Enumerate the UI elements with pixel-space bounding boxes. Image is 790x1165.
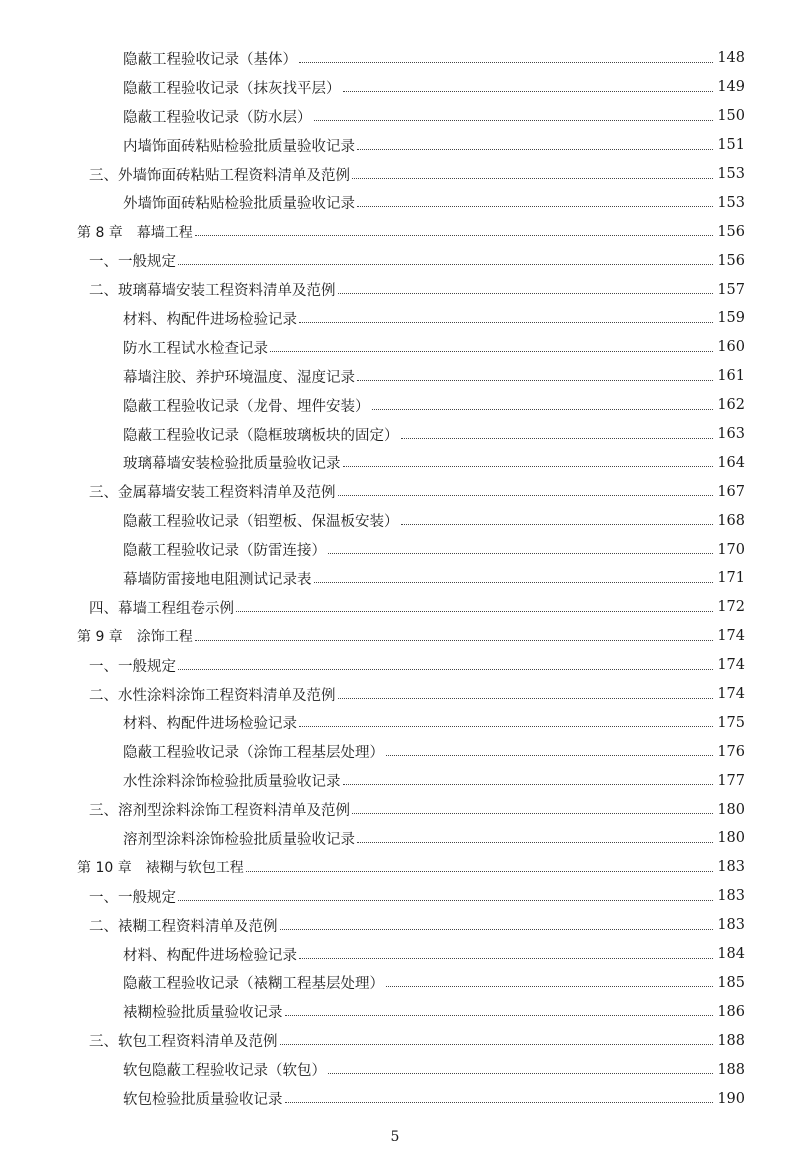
toc-entry-page-number: 156 xyxy=(717,223,745,240)
dot-leader xyxy=(285,1102,714,1103)
toc-subsection-entry[interactable] xyxy=(0,940,790,969)
toc-subsection-entry[interactable] xyxy=(0,708,790,737)
dot-leader xyxy=(386,755,713,756)
toc-section-entry[interactable] xyxy=(0,246,790,275)
toc-entry-title: 外墙饰面砖粘贴检验批质量验收记录 xyxy=(123,196,355,213)
toc-entry-title: 幕墙注胶、养护环境温度、湿度记录 xyxy=(123,369,355,386)
toc-entry-page-number: 188 xyxy=(717,1061,745,1078)
toc-entry-title: 二、玻璃幕墙安装工程资料清单及范例 xyxy=(89,283,336,300)
toc-entry-page-number: 148 xyxy=(717,50,745,67)
toc-subsection-entry[interactable] xyxy=(0,73,790,102)
toc-subsection-entry[interactable] xyxy=(0,766,790,795)
dot-leader xyxy=(357,842,713,843)
toc-subsection-entry[interactable] xyxy=(0,997,790,1026)
dot-leader xyxy=(314,582,714,583)
dot-leader xyxy=(178,900,713,901)
dot-leader xyxy=(357,149,713,150)
toc-entry-page-number: 174 xyxy=(717,628,745,645)
toc-entry-page-number: 170 xyxy=(717,541,745,558)
toc-entry-title: 隐蔽工程验收记录（防水层） xyxy=(123,109,312,126)
dot-leader xyxy=(299,322,713,323)
toc-subsection-entry[interactable] xyxy=(0,969,790,998)
toc-entry-title: 水性涂料涂饰检验批质量验收记录 xyxy=(123,774,341,791)
toc-entry-page-number: 149 xyxy=(717,79,745,96)
dot-leader xyxy=(328,553,713,554)
dot-leader xyxy=(343,91,714,92)
toc-entry-title: 二、水性涂料涂饰工程资料清单及范例 xyxy=(89,687,336,704)
toc-entry-title: 第 8 章 幕墙工程 xyxy=(77,224,193,241)
toc-entry-page-number: 159 xyxy=(717,310,745,327)
dot-leader xyxy=(299,726,713,727)
toc-entry-title: 隐蔽工程验收记录（隐框玻璃板块的固定） xyxy=(123,427,399,444)
toc-subsection-entry[interactable] xyxy=(0,1084,790,1113)
dot-leader xyxy=(401,524,714,525)
toc-entry-title: 二、裱糊工程资料清单及范例 xyxy=(89,918,278,935)
toc-subsection-entry[interactable] xyxy=(0,824,790,853)
dot-leader xyxy=(338,698,714,699)
toc-subsection-entry[interactable] xyxy=(0,304,790,333)
toc-entry-page-number: 183 xyxy=(717,917,745,934)
toc-subsection-entry[interactable] xyxy=(0,131,790,160)
dot-leader xyxy=(270,351,713,352)
toc-subsection-entry[interactable] xyxy=(0,535,790,564)
dot-leader xyxy=(372,409,714,410)
toc-entry-title: 一、一般规定 xyxy=(89,658,176,675)
toc-section-entry[interactable] xyxy=(0,680,790,709)
dot-leader xyxy=(246,871,713,872)
toc-entry-title: 软包隐蔽工程验收记录（软包） xyxy=(123,1063,326,1080)
toc-entry-page-number: 185 xyxy=(717,974,745,991)
toc-entry-page-number: 184 xyxy=(717,946,745,963)
toc-entry-title: 隐蔽工程验收记录（基体） xyxy=(123,51,297,68)
toc-subsection-entry[interactable] xyxy=(0,564,790,593)
toc-entry-page-number: 151 xyxy=(717,137,745,154)
dot-leader xyxy=(299,62,713,63)
toc-subsection-entry[interactable] xyxy=(0,333,790,362)
toc-entry-page-number: 174 xyxy=(717,657,745,674)
dot-leader xyxy=(195,640,713,641)
toc-section-entry[interactable] xyxy=(0,911,790,940)
toc-entry-page-number: 161 xyxy=(717,368,745,385)
toc-entry-title: 隐蔽工程验收记录（裱糊工程基层处理） xyxy=(123,976,384,993)
dot-leader xyxy=(314,120,714,121)
toc-entry-title: 溶剂型涂料涂饰检验批质量验收记录 xyxy=(123,831,355,848)
dot-leader xyxy=(299,958,713,959)
toc-entry-page-number: 167 xyxy=(717,483,745,500)
toc-entry-page-number: 172 xyxy=(717,599,745,616)
toc-entry-title: 防水工程试水检查记录 xyxy=(123,340,268,357)
toc-entry-title: 三、软包工程资料清单及范例 xyxy=(89,1034,278,1051)
toc-entry-page-number: 190 xyxy=(717,1090,745,1107)
toc-entry-title: 三、金属幕墙安装工程资料清单及范例 xyxy=(89,485,336,502)
toc-section-entry[interactable] xyxy=(0,275,790,304)
toc-entry-page-number: 156 xyxy=(717,252,745,269)
toc-entry-page-number: 171 xyxy=(717,570,745,587)
toc-subsection-entry[interactable] xyxy=(0,391,790,420)
toc-entry-page-number: 150 xyxy=(717,108,745,125)
toc-entry-title: 隐蔽工程验收记录（涂饰工程基层处理） xyxy=(123,745,384,762)
toc-subsection-entry[interactable] xyxy=(0,737,790,766)
dot-leader xyxy=(386,986,713,987)
toc-entry-title: 隐蔽工程验收记录（铝塑板、保温板安装） xyxy=(123,514,399,531)
toc-subsection-entry[interactable] xyxy=(0,44,790,73)
toc-chapter-entry[interactable] xyxy=(0,622,790,651)
dot-leader xyxy=(343,784,714,785)
toc-entry-title: 内墙饰面砖粘贴检验批质量验收记录 xyxy=(123,138,355,155)
dot-leader xyxy=(352,178,713,179)
page-number: 5 xyxy=(390,1129,400,1145)
toc-entry-page-number: 153 xyxy=(717,194,745,211)
toc-subsection-entry[interactable] xyxy=(0,1055,790,1084)
toc-entry-page-number: 168 xyxy=(717,512,745,529)
toc-entry-title: 三、溶剂型涂料涂饰工程资料清单及范例 xyxy=(89,803,350,820)
dot-leader xyxy=(178,669,713,670)
toc-entry-title: 材料、构配件进场检验记录 xyxy=(123,716,297,733)
dot-leader xyxy=(280,929,714,930)
toc-entry-page-number: 183 xyxy=(717,888,745,905)
toc-subsection-entry[interactable] xyxy=(0,102,790,131)
toc-entry-title: 隐蔽工程验收记录（龙骨、埋件安装） xyxy=(123,398,370,415)
dot-leader xyxy=(357,206,713,207)
toc-entry-page-number: 164 xyxy=(717,454,745,471)
toc-entry-title: 第 10 章 裱糊与软包工程 xyxy=(77,860,244,877)
toc-entry-title: 隐蔽工程验收记录（抹灰找平层） xyxy=(123,80,341,97)
dot-leader xyxy=(352,813,713,814)
dot-leader xyxy=(285,1015,714,1016)
toc-entry-page-number: 153 xyxy=(717,166,745,182)
toc-section-entry[interactable] xyxy=(0,882,790,911)
toc-section-entry[interactable] xyxy=(0,1026,790,1055)
toc-subsection-entry[interactable] xyxy=(0,420,790,449)
toc-entry-page-number: 174 xyxy=(717,686,745,703)
toc-entry-page-number: 188 xyxy=(717,1032,745,1049)
dot-leader xyxy=(236,611,713,612)
toc-entry-page-number: 162 xyxy=(717,397,745,414)
toc-subsection-entry[interactable] xyxy=(0,506,790,535)
toc-entry-title: 一、一般规定 xyxy=(89,889,176,906)
toc-entry-title: 软包检验批质量验收记录 xyxy=(123,1092,283,1108)
toc-entry-page-number: 157 xyxy=(717,281,745,298)
toc-entry-title: 隐蔽工程验收记录（防雷连接） xyxy=(123,543,326,560)
table-of-contents xyxy=(0,44,790,1113)
toc-entry-title: 材料、构配件进场检验记录 xyxy=(123,947,297,964)
dot-leader xyxy=(338,293,714,294)
toc-entry-page-number: 176 xyxy=(717,743,745,760)
dot-leader xyxy=(338,495,714,496)
toc-entry-page-number: 180 xyxy=(717,801,745,818)
dot-leader xyxy=(401,438,714,439)
toc-section-entry[interactable] xyxy=(0,651,790,680)
toc-entry-title: 材料、构配件进场检验记录 xyxy=(123,311,297,328)
toc-subsection-entry[interactable] xyxy=(0,188,790,217)
toc-entry-title: 三、外墙饰面砖粘贴工程资料清单及范例 xyxy=(89,167,350,184)
toc-entry-page-number: 160 xyxy=(717,339,745,356)
toc-entry-title: 裱糊检验批质量验收记录 xyxy=(123,1005,283,1022)
toc-entry-title: 幕墙防雷接地电阻测试记录表 xyxy=(123,571,312,588)
toc-subsection-entry[interactable] xyxy=(0,362,790,391)
toc-chapter-entry[interactable] xyxy=(0,853,790,882)
dot-leader xyxy=(280,1044,714,1045)
dot-leader xyxy=(328,1073,713,1074)
toc-entry-page-number: 180 xyxy=(717,830,745,847)
dot-leader xyxy=(195,235,713,236)
dot-leader xyxy=(343,466,714,467)
toc-subsection-entry[interactable] xyxy=(0,448,790,477)
toc-entry-title: 玻璃幕墙安装检验批质量验收记录 xyxy=(123,456,341,473)
dot-leader xyxy=(357,380,713,381)
toc-entry-page-number: 183 xyxy=(717,859,745,876)
toc-entry-title: 一、一般规定 xyxy=(89,254,176,271)
toc-section-entry[interactable] xyxy=(0,477,790,506)
toc-entry-page-number: 175 xyxy=(717,714,745,731)
toc-entry-page-number: 163 xyxy=(717,426,745,443)
toc-section-entry[interactable] xyxy=(0,160,790,189)
toc-entry-page-number: 186 xyxy=(717,1003,745,1020)
toc-section-entry[interactable] xyxy=(0,593,790,622)
dot-leader xyxy=(178,264,713,265)
toc-entry-title: 四、幕墙工程组卷示例 xyxy=(89,600,234,617)
toc-section-entry[interactable] xyxy=(0,795,790,824)
toc-chapter-entry[interactable] xyxy=(0,217,790,246)
toc-entry-title: 第 9 章 涂饰工程 xyxy=(77,629,193,646)
toc-entry-page-number: 177 xyxy=(717,772,745,789)
